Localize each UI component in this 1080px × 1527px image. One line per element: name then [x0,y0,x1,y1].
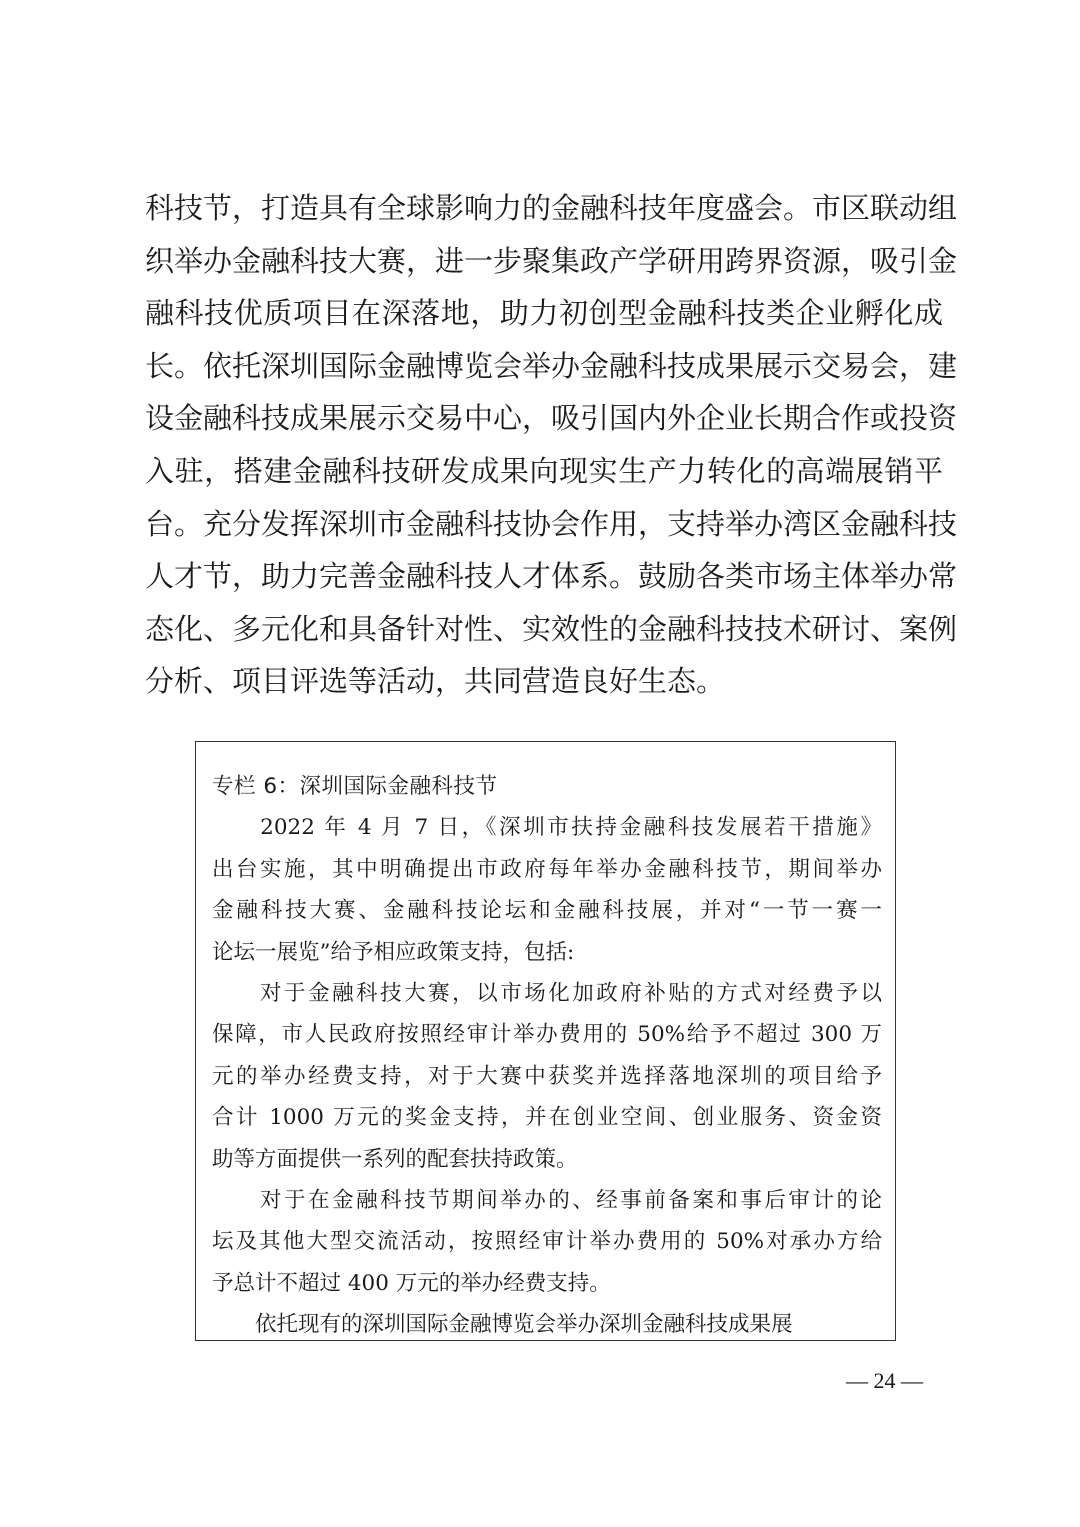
page-number: — 24 — [846,1368,923,1393]
body-line: 融科技优质项目在深落地，助力初创型金融科技类企业孵化成 [145,296,943,331]
column-box-line: 予总计不超过 400 万元的举办经费支持。 [212,1270,611,1296]
body-line: 长。依托深圳国际金融博览会举办金融科技成果展示交易会，建 [145,348,958,383]
column-box-line: 对于金融科技大赛，以市场化加政府补贴的方式对经费予以 [212,980,882,1006]
column-box-line: 金融科技大赛、金融科技论坛和金融科技展，并对“一节一赛一 [212,898,882,924]
column-box-line: 助等方面提供一系列的配套扶持政策。 [212,1146,578,1172]
body-line: 态化、多元化和具备针对性、实效性的金融科技技术研讨、案例 [145,611,958,646]
column-box-line: 论坛一展览”给予相应政策支持，包括: [212,939,575,965]
body-line: 人才节，助力完善金融科技人才体系。鼓励各类市场主体举办常 [145,559,958,594]
column-box-line: 对于在金融科技节期间举办的、经事前备案和事后审计的论 [212,1187,882,1213]
body-line: 分析、项目评选等活动，共同营造良好生态。 [145,664,726,699]
column-box-line: 合计 1000 万元的奖金支持，并在创业空间、创业服务、资金资 [212,1105,882,1131]
body-line: 入驻，搭建金融科技研发成果向现实生产力转化的高端展销平 [145,453,943,488]
column-box-line: 2022 年 4 月 7 日，《深圳市扶持金融科技发展若干措施》 [212,815,882,841]
column-box-line: 依托现有的深圳国际金融博览会举办深圳金融科技成果展 [212,1312,793,1338]
body-line: 织举办金融科技大赛，进一步聚集政产学研用跨界资源，吸引金 [145,243,958,278]
column-box-line: 坛及其他大型交流活动，按照经审计举办费用的 50%对承办方给 [212,1229,882,1255]
column-box-line: 出台实施，其中明确提出市政府每年举办金融科技节，期间举办 [212,856,882,882]
body-line: 设金融科技成果展示交易中心，吸引国内外企业长期合作或投资 [145,401,958,436]
column-box-line: 元的举办经费支持，对于大赛中获奖并选择落地深圳的项目给予 [212,1063,882,1089]
body-paragraph [145,182,958,708]
body-line: 台。充分发挥深圳市金融科技协会作用，支持举办湾区金融科技 [145,506,958,541]
body-line: 科技节，打造具有全球影响力的金融科技年度盛会。市区联动组 [145,191,958,225]
column-box [212,766,882,1345]
column-box-line: 保障，市人民政府按照经审计举办费用的 50%给予不超过 300 万 [212,1022,882,1048]
column-box-title: 专栏 6：深圳国际金融科技节 [212,774,498,799]
